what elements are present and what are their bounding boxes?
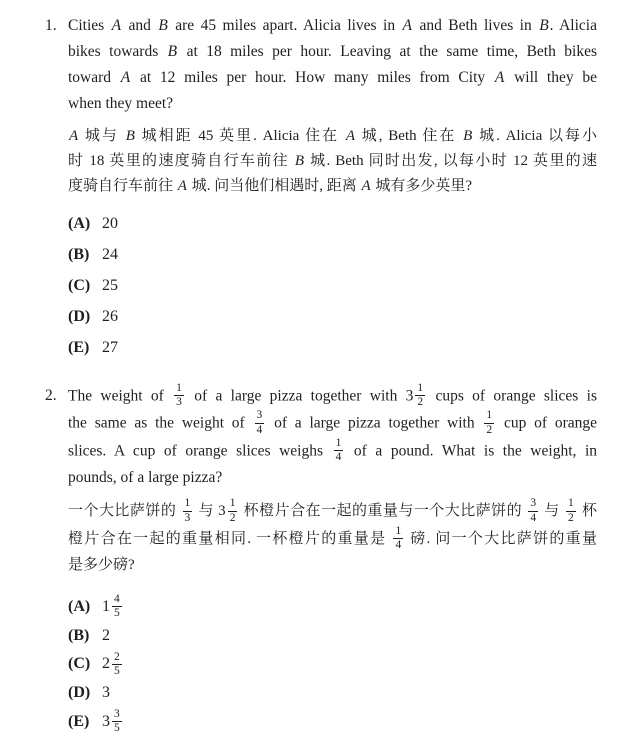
- math-variable: A: [69, 128, 79, 144]
- text-run: 城, Beth 住在: [356, 128, 463, 144]
- text-run: 一个大比萨饼的: [68, 503, 181, 520]
- choice-value: [102, 214, 118, 234]
- math-variable: A: [177, 178, 187, 194]
- fraction-numerator: 1: [395, 524, 402, 537]
- choice-row: [68, 276, 597, 296]
- choice-row: [68, 338, 597, 358]
- fraction: [228, 497, 238, 524]
- text-run: are 45 miles apart. Alicia lives in: [168, 17, 402, 34]
- problem-statement-english: [68, 13, 597, 117]
- text-run: and Beth lives in: [413, 17, 539, 34]
- problem-number: 1.: [45, 17, 57, 34]
- text-run: of a large pizza together with 3: [185, 387, 414, 405]
- text-line: [68, 149, 597, 174]
- fraction-denominator: 4: [395, 538, 402, 551]
- fraction-denominator: 2: [568, 511, 574, 524]
- text-line: [68, 410, 597, 437]
- choice-label: (A): [68, 597, 91, 615]
- fraction-numerator: 1: [229, 497, 236, 510]
- math-variable: B: [125, 128, 135, 144]
- text-line: [68, 465, 597, 491]
- fraction: [255, 409, 265, 436]
- fraction-numerator: 1: [184, 497, 191, 510]
- problem: [45, 13, 597, 369]
- choice-value: [102, 708, 124, 735]
- text-line: [68, 39, 597, 65]
- choice-value: [102, 651, 124, 678]
- text-run: 与: [540, 503, 564, 520]
- choice-row: [68, 214, 597, 234]
- fraction: [112, 593, 122, 620]
- fraction-denominator: 4: [256, 423, 263, 436]
- problem-body: [68, 13, 597, 369]
- text-line: [68, 65, 597, 91]
- fraction: [334, 437, 344, 464]
- choice-label: (E): [68, 339, 90, 356]
- text-run: 城. 问当他们相遇时, 距离: [187, 178, 361, 194]
- text-run: 杯: [577, 503, 597, 520]
- text-run: 3: [102, 684, 110, 702]
- text-run: 20: [102, 215, 118, 232]
- fraction: [528, 497, 538, 524]
- fraction-denominator: 5: [114, 664, 120, 677]
- problems-list: [45, 13, 597, 741]
- text-run: 时 18 英里的速度骑自行车前往: [68, 153, 294, 169]
- choice-value: [102, 593, 124, 620]
- problem: [45, 383, 597, 741]
- fraction: [183, 497, 193, 524]
- text-run: 城相距 45 英里. Alicia 住在: [135, 128, 345, 144]
- text-line: [68, 438, 597, 465]
- text-run: 2: [102, 655, 110, 673]
- choice-row: [68, 708, 597, 735]
- text-run: the same as the weight of: [68, 414, 253, 432]
- text-line: [68, 526, 597, 553]
- text-run: pounds, of a large pizza?: [68, 469, 223, 487]
- choice-row: [68, 307, 597, 327]
- math-variable: B: [294, 153, 305, 169]
- fraction-denominator: 3: [176, 396, 182, 409]
- choice-label: (B): [68, 246, 90, 263]
- math-variable: B: [463, 128, 473, 144]
- text-run: when they meet?: [68, 95, 174, 112]
- fraction: [415, 382, 425, 409]
- choice-row: [68, 626, 597, 646]
- text-run: 城有多少英里?: [371, 178, 473, 194]
- fraction: [393, 525, 403, 552]
- answer-choices: [68, 214, 597, 358]
- text-run: 城. Beth 同时出发, 以每小时 12 英里的速: [305, 153, 597, 169]
- text-run: Cities: [68, 17, 111, 34]
- text-run: 城. Alicia 以每小: [473, 128, 597, 144]
- fraction: [112, 651, 122, 678]
- text-run: 度骑自行车前往: [68, 178, 177, 194]
- fraction: [174, 382, 184, 409]
- problem-statement-chinese: [68, 124, 597, 199]
- math-variable: A: [494, 69, 505, 86]
- fraction: [484, 409, 494, 436]
- choice-value: [102, 626, 110, 646]
- text-run: 3: [102, 712, 110, 730]
- choice-value: [102, 338, 118, 358]
- text-run: 25: [102, 277, 118, 294]
- text-run: and: [122, 17, 158, 34]
- choice-label: (D): [68, 684, 91, 702]
- fraction: [112, 708, 122, 735]
- text-run: 1: [102, 597, 110, 615]
- choice-label: (A): [68, 215, 91, 232]
- fraction-denominator: 3: [184, 511, 191, 524]
- math-variable: B: [158, 17, 168, 34]
- text-line: [68, 553, 597, 578]
- problem-statement-chinese: [68, 498, 597, 578]
- text-run: toward: [68, 69, 120, 86]
- fraction-numerator: 1: [568, 497, 574, 510]
- text-run: The weight of: [68, 387, 173, 405]
- choice-value: [102, 307, 118, 327]
- fraction-denominator: 4: [530, 511, 537, 524]
- choice-label: (B): [68, 626, 90, 644]
- fraction-numerator: 4: [114, 593, 120, 606]
- fraction-numerator: 2: [114, 650, 120, 663]
- fraction-numerator: 3: [530, 497, 537, 510]
- choice-row: [68, 593, 597, 620]
- problem-number: 2.: [45, 387, 57, 404]
- fraction: [566, 497, 576, 524]
- choice-label: (E): [68, 712, 90, 730]
- math-variable: B: [539, 17, 549, 34]
- text-run: will they be: [505, 69, 597, 86]
- fraction-denominator: 2: [229, 511, 236, 524]
- text-run: 2: [102, 626, 110, 644]
- text-line: [68, 174, 597, 199]
- text-run: . Alicia: [549, 17, 597, 34]
- math-variable: A: [361, 178, 371, 194]
- text-run: 27: [102, 339, 118, 356]
- text-run: of a pound. What is the weight, in: [345, 442, 597, 460]
- text-line: [68, 124, 597, 149]
- text-run: 26: [102, 308, 118, 325]
- math-variable: B: [167, 43, 178, 60]
- choice-value: [102, 276, 118, 296]
- text-line: [68, 13, 597, 39]
- text-run: of a large pizza together with: [266, 414, 483, 432]
- fraction-denominator: 2: [486, 423, 493, 436]
- text-run: at 12 miles per hour. How many miles from City: [131, 69, 494, 86]
- problem-statement-english: [68, 383, 597, 491]
- fraction-numerator: 3: [256, 409, 263, 422]
- fraction-denominator: 2: [417, 396, 424, 409]
- fraction-numerator: 1: [335, 436, 342, 449]
- choice-row: [68, 651, 597, 678]
- text-run: 城与: [79, 128, 125, 144]
- text-run: 是多少磅?: [68, 557, 135, 574]
- fraction-numerator: 1: [486, 409, 493, 422]
- text-line: [68, 383, 597, 410]
- choice-label: (D): [68, 308, 91, 325]
- text-run: cup of orange: [496, 414, 597, 432]
- text-run: 与 3: [194, 503, 226, 520]
- text-run: 24: [102, 246, 118, 263]
- math-variable: A: [111, 17, 122, 34]
- text-run: at 18 miles per hour. Leaving at the same time, Beth bikes: [178, 43, 597, 60]
- choice-row: [68, 245, 597, 265]
- text-run: cups of orange slices is: [427, 387, 597, 405]
- choice-label: (C): [68, 277, 91, 294]
- fraction-numerator: 3: [114, 708, 120, 721]
- problem-body: [68, 383, 597, 741]
- choice-value: [102, 683, 110, 703]
- math-variable: A: [120, 69, 131, 86]
- text-run: 橙片合在一起的重量相同. 一杯橙片的重量是: [68, 530, 392, 547]
- fraction-numerator: 1: [176, 382, 182, 394]
- math-variable: A: [402, 17, 412, 34]
- fraction-denominator: 5: [114, 607, 120, 620]
- text-run: 磅. 问一个大比萨饼的重量: [405, 530, 597, 547]
- text-line: [68, 498, 597, 525]
- fraction-numerator: 1: [417, 382, 424, 394]
- choice-label: (C): [68, 655, 91, 673]
- fraction-denominator: 5: [114, 722, 120, 735]
- text-run: bikes towards: [68, 43, 167, 60]
- text-line: [68, 91, 597, 117]
- text-run: 杯橙片合在一起的重量与一个大比萨饼的: [239, 503, 527, 520]
- choice-row: [68, 683, 597, 703]
- math-variable: A: [345, 128, 356, 144]
- answer-choices: [68, 593, 597, 735]
- text-run: slices. A cup of orange slices weighs: [68, 442, 332, 460]
- choice-value: [102, 245, 118, 265]
- fraction-denominator: 4: [335, 451, 342, 464]
